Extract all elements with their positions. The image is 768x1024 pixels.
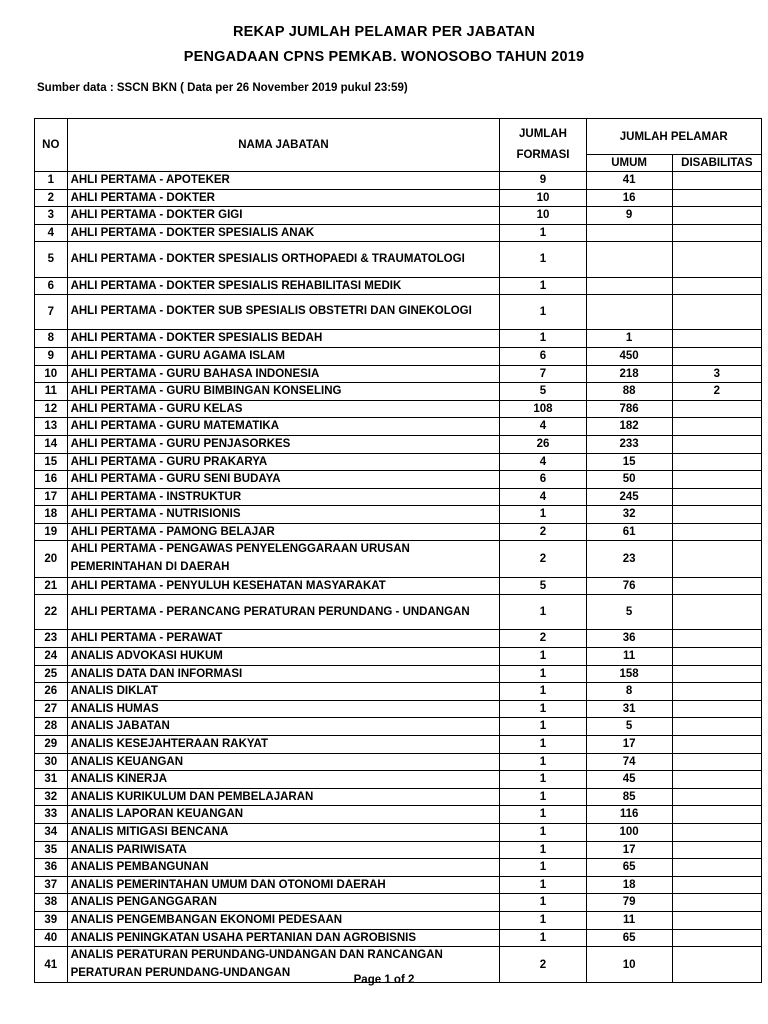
- row-number-cell: 25: [35, 665, 68, 683]
- formasi-count-cell: 4: [500, 418, 586, 436]
- umum-count-cell: 88: [586, 383, 672, 401]
- formasi-count-cell: 9: [500, 172, 586, 190]
- umum-count-cell: [586, 224, 672, 242]
- formasi-count-cell: 1: [500, 894, 586, 912]
- formasi-count-cell: 6: [500, 471, 586, 489]
- document-title-line-1: REKAP JUMLAH PELAMAR PER JABATAN: [232, 24, 536, 40]
- formasi-count-cell: 1: [500, 330, 586, 348]
- table-row: [35, 541, 762, 577]
- table-row: [35, 630, 762, 648]
- formasi-count-cell: 2: [500, 630, 586, 648]
- formasi-count-cell: 10: [500, 207, 586, 225]
- umum-count-cell: 23: [586, 541, 672, 577]
- row-number-cell: 9: [35, 347, 68, 365]
- umum-count-cell: 18: [586, 876, 672, 894]
- table-row: [35, 172, 762, 190]
- table-row: [35, 365, 762, 383]
- disabilitas-count-cell: [672, 488, 761, 506]
- formasi-count-cell: 1: [500, 911, 586, 929]
- table-row: [35, 718, 762, 736]
- formasi-count-cell: 1: [500, 295, 586, 330]
- disabilitas-count-cell: [672, 418, 761, 436]
- umum-count-cell: 36: [586, 630, 672, 648]
- table-row: [35, 876, 762, 894]
- umum-count-cell: 32: [586, 506, 672, 524]
- table-body: [35, 172, 762, 983]
- disabilitas-count-cell: [672, 665, 761, 683]
- table-row: [35, 435, 762, 453]
- job-title-cell: ANALIS DIKLAT: [67, 683, 500, 701]
- row-number-cell: 18: [35, 506, 68, 524]
- formasi-count-cell: 2: [500, 523, 586, 541]
- job-title-cell: AHLI PERTAMA - GURU KELAS: [67, 400, 500, 418]
- table-row: [35, 841, 762, 859]
- umum-count-cell: 41: [586, 172, 672, 190]
- table-row: [35, 506, 762, 524]
- job-title-cell: AHLI PERTAMA - DOKTER: [67, 189, 500, 207]
- row-number-cell: 21: [35, 577, 68, 595]
- row-number-cell: 23: [35, 630, 68, 648]
- umum-count-cell: 31: [586, 700, 672, 718]
- table-row: [35, 700, 762, 718]
- disabilitas-count-cell: [672, 771, 761, 789]
- disabilitas-count-cell: [672, 876, 761, 894]
- umum-count-cell: 8: [586, 683, 672, 701]
- row-number-cell: 28: [35, 718, 68, 736]
- disabilitas-count-cell: [672, 453, 761, 471]
- row-number-cell: 7: [35, 295, 68, 330]
- job-title-cell: ANALIS KEUANGAN: [67, 753, 500, 771]
- table-row: [35, 911, 762, 929]
- disabilitas-count-cell: [672, 277, 761, 295]
- disabilitas-count-cell: [672, 242, 761, 277]
- table-row: [35, 523, 762, 541]
- formasi-count-cell: 5: [500, 383, 586, 401]
- table-row: [35, 753, 762, 771]
- disabilitas-count-cell: [672, 911, 761, 929]
- formasi-count-cell: 1: [500, 841, 586, 859]
- umum-count-cell: 10: [586, 947, 672, 983]
- disabilitas-count-cell: [672, 683, 761, 701]
- row-number-cell: 27: [35, 700, 68, 718]
- umum-count-cell: 182: [586, 418, 672, 436]
- job-title-cell: ANALIS MITIGASI BENCANA: [67, 823, 500, 841]
- umum-count-cell: [586, 295, 672, 330]
- row-number-cell: 12: [35, 400, 68, 418]
- row-number-cell: 10: [35, 365, 68, 383]
- job-title-cell: ANALIS HUMAS: [67, 700, 500, 718]
- job-title-cell: ANALIS PEMERINTAHAN UMUM DAN OTONOMI DAERAH: [67, 876, 500, 894]
- table-row: [35, 488, 762, 506]
- row-number-cell: 38: [35, 894, 68, 912]
- header-formasi-line2: FORMASI: [516, 149, 570, 161]
- row-number-cell: 24: [35, 648, 68, 666]
- umum-count-cell: 450: [586, 347, 672, 365]
- row-number-cell: 6: [35, 277, 68, 295]
- umum-count-cell: 79: [586, 894, 672, 912]
- job-title-cell: AHLI PERTAMA - GURU SENI BUDAYA: [67, 471, 500, 489]
- disabilitas-count-cell: [672, 577, 761, 595]
- disabilitas-count-cell: [672, 859, 761, 877]
- header-nama-jabatan: NAMA JABATAN: [67, 119, 500, 172]
- formasi-count-cell: 1: [500, 506, 586, 524]
- umum-count-cell: [586, 242, 672, 277]
- disabilitas-count-cell: 3: [672, 365, 761, 383]
- umum-count-cell: 15: [586, 453, 672, 471]
- umum-count-cell: 85: [586, 788, 672, 806]
- umum-count-cell: 50: [586, 471, 672, 489]
- disabilitas-count-cell: [672, 224, 761, 242]
- table-row: [35, 277, 762, 295]
- header-jumlah-formasi: [500, 119, 586, 172]
- umum-count-cell: 65: [586, 929, 672, 947]
- umum-count-cell: 233: [586, 435, 672, 453]
- row-number-cell: 40: [35, 929, 68, 947]
- job-title-cell: ANALIS PENGANGGARAN: [67, 894, 500, 912]
- disabilitas-count-cell: [672, 806, 761, 824]
- row-number-cell: 4: [35, 224, 68, 242]
- table-row: [35, 823, 762, 841]
- row-number-cell: 26: [35, 683, 68, 701]
- job-title-cell: AHLI PERTAMA - PERANCANG PERATURAN PERUNDANG - UNDANGAN: [67, 595, 500, 630]
- applicant-recap-table: [34, 118, 762, 983]
- disabilitas-count-cell: [672, 172, 761, 190]
- disabilitas-count-cell: [672, 189, 761, 207]
- job-title-cell: AHLI PERTAMA - GURU AGAMA ISLAM: [67, 347, 500, 365]
- umum-count-cell: 65: [586, 859, 672, 877]
- umum-count-cell: 5: [586, 718, 672, 736]
- document-title-line-2: PENGADAAN CPNS PEMKAB. WONOSOBO TAHUN 2019: [183, 49, 585, 65]
- formasi-count-cell: 1: [500, 665, 586, 683]
- table-row: [35, 295, 762, 330]
- umum-count-cell: 218: [586, 365, 672, 383]
- job-title-cell: ANALIS DATA DAN INFORMASI: [67, 665, 500, 683]
- job-title-cell: AHLI PERTAMA - GURU BIMBINGAN KONSELING: [67, 383, 500, 401]
- row-number-cell: 14: [35, 435, 68, 453]
- row-number-cell: 13: [35, 418, 68, 436]
- table-row: [35, 471, 762, 489]
- table-row: [35, 595, 762, 630]
- disabilitas-count-cell: [672, 736, 761, 754]
- formasi-count-cell: 1: [500, 736, 586, 754]
- job-title-cell: AHLI PERTAMA - DOKTER GIGI: [67, 207, 500, 225]
- umum-count-cell: 116: [586, 806, 672, 824]
- job-title-cell: AHLI PERTAMA - APOTEKER: [67, 172, 500, 190]
- formasi-count-cell: 1: [500, 753, 586, 771]
- row-number-cell: 36: [35, 859, 68, 877]
- job-title-cell: ANALIS PERATURAN PERUNDANG-UNDANGAN DAN RANCANGAN PERATURAN PERUNDANG-UNDANGAN: [67, 947, 500, 983]
- table-row: [35, 383, 762, 401]
- formasi-count-cell: 2: [500, 541, 586, 577]
- header-jumlah-pelamar: JUMLAH PELAMAR: [586, 119, 761, 155]
- row-number-cell: 35: [35, 841, 68, 859]
- table-row: [35, 577, 762, 595]
- disabilitas-count-cell: [672, 648, 761, 666]
- row-number-cell: 37: [35, 876, 68, 894]
- formasi-count-cell: 2: [500, 947, 586, 983]
- job-title-cell: AHLI PERTAMA - NUTRISIONIS: [67, 506, 500, 524]
- disabilitas-count-cell: [672, 718, 761, 736]
- table-row: [35, 806, 762, 824]
- formasi-count-cell: 1: [500, 683, 586, 701]
- job-title-cell: AHLI PERTAMA - DOKTER SPESIALIS ORTHOPAEDI & TRAUMATOLOGI: [67, 242, 500, 277]
- formasi-count-cell: 4: [500, 453, 586, 471]
- disabilitas-count-cell: 2: [672, 383, 761, 401]
- umum-count-cell: [586, 277, 672, 295]
- job-title-cell: AHLI PERTAMA - DOKTER SUB SPESIALIS OBSTETRI DAN GINEKOLOGI: [67, 295, 500, 330]
- table-row: [35, 665, 762, 683]
- disabilitas-count-cell: [672, 506, 761, 524]
- umum-count-cell: 11: [586, 911, 672, 929]
- job-title-cell: ANALIS PENGEMBANGAN EKONOMI PEDESAAN: [67, 911, 500, 929]
- disabilitas-count-cell: [672, 894, 761, 912]
- table-row: [35, 894, 762, 912]
- header-umum: UMUM: [586, 155, 672, 172]
- formasi-count-cell: 1: [500, 700, 586, 718]
- formasi-count-cell: 1: [500, 806, 586, 824]
- row-number-cell: 34: [35, 823, 68, 841]
- umum-count-cell: 45: [586, 771, 672, 789]
- table-row: [35, 207, 762, 225]
- umum-count-cell: 17: [586, 841, 672, 859]
- row-number-cell: 8: [35, 330, 68, 348]
- row-number-cell: 39: [35, 911, 68, 929]
- formasi-count-cell: 1: [500, 224, 586, 242]
- disabilitas-count-cell: [672, 347, 761, 365]
- row-number-cell: 19: [35, 523, 68, 541]
- row-number-cell: 32: [35, 788, 68, 806]
- job-title-cell: ANALIS KINERJA: [67, 771, 500, 789]
- table-row: [35, 788, 762, 806]
- job-title-cell: ANALIS KESEJAHTERAAN RAKYAT: [67, 736, 500, 754]
- disabilitas-count-cell: [672, 700, 761, 718]
- row-number-cell: 30: [35, 753, 68, 771]
- job-title-cell: ANALIS ADVOKASI HUKUM: [67, 648, 500, 666]
- page-number: Page 1 of 2: [353, 974, 415, 986]
- table-row: [35, 648, 762, 666]
- disabilitas-count-cell: [672, 523, 761, 541]
- row-number-cell: 33: [35, 806, 68, 824]
- disabilitas-count-cell: [672, 207, 761, 225]
- disabilitas-count-cell: [672, 841, 761, 859]
- disabilitas-count-cell: [672, 630, 761, 648]
- job-title-cell: ANALIS PEMBANGUNAN: [67, 859, 500, 877]
- disabilitas-count-cell: [672, 295, 761, 330]
- formasi-count-cell: 4: [500, 488, 586, 506]
- job-title-cell: AHLI PERTAMA - INSTRUKTUR: [67, 488, 500, 506]
- header-no: NO: [35, 119, 68, 172]
- disabilitas-count-cell: [672, 435, 761, 453]
- table-row: [35, 347, 762, 365]
- disabilitas-count-cell: [672, 929, 761, 947]
- umum-count-cell: 1: [586, 330, 672, 348]
- formasi-count-cell: 1: [500, 876, 586, 894]
- table-row: [35, 330, 762, 348]
- job-title-cell: AHLI PERTAMA - GURU MATEMATIKA: [67, 418, 500, 436]
- job-title-cell: ANALIS JABATAN: [67, 718, 500, 736]
- row-number-cell: 41: [35, 947, 68, 983]
- job-title-cell: AHLI PERTAMA - PENGAWAS PENYELENGGARAAN URUSAN PEMERINTAHAN DI DAERAH: [67, 541, 500, 577]
- table-row: [35, 929, 762, 947]
- umum-count-cell: 16: [586, 189, 672, 207]
- umum-count-cell: 74: [586, 753, 672, 771]
- job-title-cell: AHLI PERTAMA - GURU PENJASORKES: [67, 435, 500, 453]
- header-formasi-line1: JUMLAH: [519, 128, 567, 140]
- formasi-count-cell: 1: [500, 718, 586, 736]
- formasi-count-cell: 1: [500, 242, 586, 277]
- table-row: [35, 189, 762, 207]
- table-row: [35, 400, 762, 418]
- row-number-cell: 5: [35, 242, 68, 277]
- job-title-cell: AHLI PERTAMA - PERAWAT: [67, 630, 500, 648]
- job-title-cell: ANALIS PARIWISATA: [67, 841, 500, 859]
- formasi-count-cell: 1: [500, 648, 586, 666]
- row-number-cell: 20: [35, 541, 68, 577]
- job-title-cell: ANALIS LAPORAN KEUANGAN: [67, 806, 500, 824]
- umum-count-cell: 76: [586, 577, 672, 595]
- formasi-count-cell: 7: [500, 365, 586, 383]
- disabilitas-count-cell: [672, 471, 761, 489]
- table-row: [35, 859, 762, 877]
- job-title-cell: ANALIS PENINGKATAN USAHA PERTANIAN DAN AGROBISNIS: [67, 929, 500, 947]
- row-number-cell: 3: [35, 207, 68, 225]
- table-row: [35, 771, 762, 789]
- formasi-count-cell: 1: [500, 771, 586, 789]
- formasi-count-cell: 1: [500, 823, 586, 841]
- umum-count-cell: 5: [586, 595, 672, 630]
- header-disabilitas: DISABILITAS: [672, 155, 761, 172]
- disabilitas-count-cell: [672, 330, 761, 348]
- row-number-cell: 17: [35, 488, 68, 506]
- table-row: [35, 224, 762, 242]
- disabilitas-count-cell: [672, 823, 761, 841]
- row-number-cell: 1: [35, 172, 68, 190]
- table-row: [35, 453, 762, 471]
- row-number-cell: 2: [35, 189, 68, 207]
- job-title-cell: AHLI PERTAMA - DOKTER SPESIALIS ANAK: [67, 224, 500, 242]
- formasi-count-cell: 10: [500, 189, 586, 207]
- formasi-count-cell: 108: [500, 400, 586, 418]
- job-title-cell: ANALIS KURIKULUM DAN PEMBELAJARAN: [67, 788, 500, 806]
- row-number-cell: 15: [35, 453, 68, 471]
- disabilitas-count-cell: [672, 595, 761, 630]
- umum-count-cell: 17: [586, 736, 672, 754]
- disabilitas-count-cell: [672, 788, 761, 806]
- row-number-cell: 16: [35, 471, 68, 489]
- formasi-count-cell: 26: [500, 435, 586, 453]
- disabilitas-count-cell: [672, 753, 761, 771]
- row-number-cell: 29: [35, 736, 68, 754]
- disabilitas-count-cell: [672, 541, 761, 577]
- table-row: [35, 242, 762, 277]
- job-title-cell: AHLI PERTAMA - PAMONG BELAJAR: [67, 523, 500, 541]
- formasi-count-cell: 1: [500, 277, 586, 295]
- umum-count-cell: 786: [586, 400, 672, 418]
- umum-count-cell: 100: [586, 823, 672, 841]
- umum-count-cell: 9: [586, 207, 672, 225]
- formasi-count-cell: 1: [500, 859, 586, 877]
- formasi-count-cell: 6: [500, 347, 586, 365]
- job-title-cell: AHLI PERTAMA - PENYULUH KESEHATAN MASYARAKAT: [67, 577, 500, 595]
- job-title-cell: AHLI PERTAMA - GURU PRAKARYA: [67, 453, 500, 471]
- table-row: [35, 736, 762, 754]
- formasi-count-cell: 1: [500, 929, 586, 947]
- data-source-note: Sumber data : SSCN BKN ( Data per 26 November 2019 pukul 23:59): [37, 82, 408, 94]
- job-title-cell: AHLI PERTAMA - DOKTER SPESIALIS REHABILITASI MEDIK: [67, 277, 500, 295]
- umum-count-cell: 11: [586, 648, 672, 666]
- job-title-cell: AHLI PERTAMA - GURU BAHASA INDONESIA: [67, 365, 500, 383]
- formasi-count-cell: 1: [500, 595, 586, 630]
- row-number-cell: 11: [35, 383, 68, 401]
- formasi-count-cell: 1: [500, 788, 586, 806]
- umum-count-cell: 158: [586, 665, 672, 683]
- table-row: [35, 683, 762, 701]
- row-number-cell: 22: [35, 595, 68, 630]
- job-title-cell: AHLI PERTAMA - DOKTER SPESIALIS BEDAH: [67, 330, 500, 348]
- formasi-count-cell: 5: [500, 577, 586, 595]
- disabilitas-count-cell: [672, 400, 761, 418]
- umum-count-cell: 61: [586, 523, 672, 541]
- umum-count-cell: 245: [586, 488, 672, 506]
- row-number-cell: 31: [35, 771, 68, 789]
- table-row: [35, 418, 762, 436]
